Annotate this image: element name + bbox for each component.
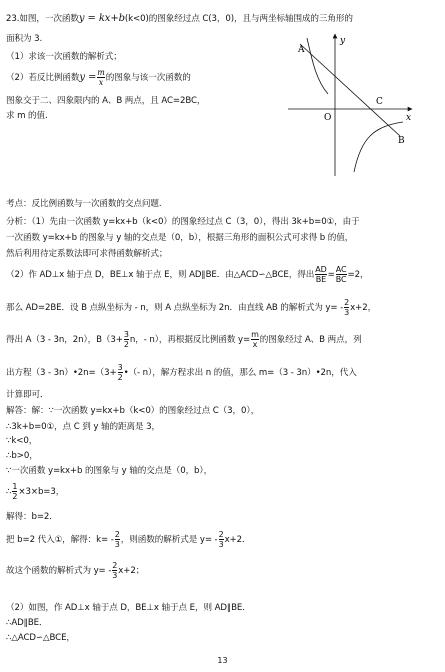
solution-line-7: 解得：b=2． <box>6 512 58 522</box>
analysis-line-3: 一次函数 y=kx+b 的图象与 y 轴的交点是（0，b），根据三角形的面积公式可求得 b 的值， <box>6 233 354 243</box>
hyperbola-branch-upper <box>307 38 328 94</box>
page-number: 13 <box>217 656 228 665</box>
label-y: y <box>340 36 346 46</box>
label-a: A <box>298 45 305 55</box>
solution-line-12: ∴△ACD∽△BCE， <box>6 633 75 643</box>
solution-line-8: 把 b=2 代入①，解得：k= - $\frac{2}{3}$ ，则函数的解析式是 y= - $\frac{2}{3}$ x+2． <box>6 530 251 549</box>
label-x: x <box>406 113 412 123</box>
analysis-line-6: 那么 AD=2BE．设 B 点纵坐标为 - n，则 A 点纵坐标为 2n．由直线 AB 的解析式为 y= - $\frac{2}{3}$ x+2， <box>6 298 377 317</box>
analysis-line-2: 分析：（1）先由一次函数 y=kx+b（k<0）的图象经过点 C（3，0），得出 3k+b=0①，由于 <box>6 217 360 227</box>
analysis-line-4: 然后利用待定系数法即可求得函数解析式； <box>6 249 168 259</box>
label-c: C <box>376 97 383 107</box>
analysis-line-9: 计算即可． <box>6 390 49 400</box>
problem-line-6: 求 m 的值. <box>6 111 48 121</box>
solution-line-11: ∴AD∥BE． <box>6 618 48 628</box>
problem-line-4: （2）若反比例函数y = $\frac{m}{x}$ 的图象与该一次函数的 <box>6 68 191 87</box>
solution-line-4: ∴b>0， <box>6 451 38 461</box>
label-b: B <box>398 136 405 146</box>
label-o: O <box>324 113 332 123</box>
solution-line-3: ∵k<0， <box>6 436 38 446</box>
linear-function-line <box>300 44 400 136</box>
hyperbola-branch-lower <box>354 122 403 172</box>
analysis-line-8: 出方程（3 - 3n）•2n=（3+ $\frac{3}{2}$ •（- n），解方程求出 n 的值，那么 m=（3 - 3n）•2n，代入 <box>6 363 357 382</box>
solution-line-1: 解答：解：∵一次函数 y=kx+b（k<0）的图象经过点 C（3，0）， <box>6 406 260 416</box>
problem-line-1: 23.如图，一次函数y = kx+b(k<0)的图象经过点 C(3，0)，且与两坐标轴围成的三角形的 <box>6 13 353 24</box>
solution-line-10: （2）如图，作 AD⊥x 轴于点 D，BE⊥x 轴于点 E，则 AD∥BE． <box>6 603 251 613</box>
problem-line-5: 图象交于二、四象限内的 A、B 两点，且 AC=2BC， <box>6 96 206 106</box>
solution-line-6: ∴ $\frac{1}{2}$ ×3×b=3， <box>6 482 65 501</box>
solution-line-5: ∵一次函数 y=kx+b 的图象与 y 轴的交点是（0，b）， <box>6 466 213 476</box>
solution-line-2: ∴3k+b=0①，点 C 到 y 轴的距离是 3， <box>6 422 160 432</box>
analysis-line-1: 考点：反比例函数与一次函数的交点问题. <box>6 199 162 209</box>
solution-line-9: 故这个函数的解析式为 y= - $\frac{2}{3}$ x+2； <box>6 561 145 580</box>
analysis-line-7: 得出 A（3 - 3n，2n），B（3+ $\frac{3}{2}$ n，- n），再根据反比例函数 y= $\frac{m}{x}$ 的图象经过 A、B 两点，列 <box>6 330 362 349</box>
analysis-line-5: （2）作 AD⊥x 轴于点 D，BE⊥x 轴于点 E，则 AD∥BE．由△ACD∽△BCE，得出 $\frac{AD}{BE}$ = $\frac{AC}{BC}$ =2， <box>6 265 369 284</box>
problem-line-3: （1）求该一次函数的解析式； <box>6 52 122 62</box>
problem-line-2: 面积为 3. <box>6 34 43 44</box>
function-graph <box>286 30 416 180</box>
